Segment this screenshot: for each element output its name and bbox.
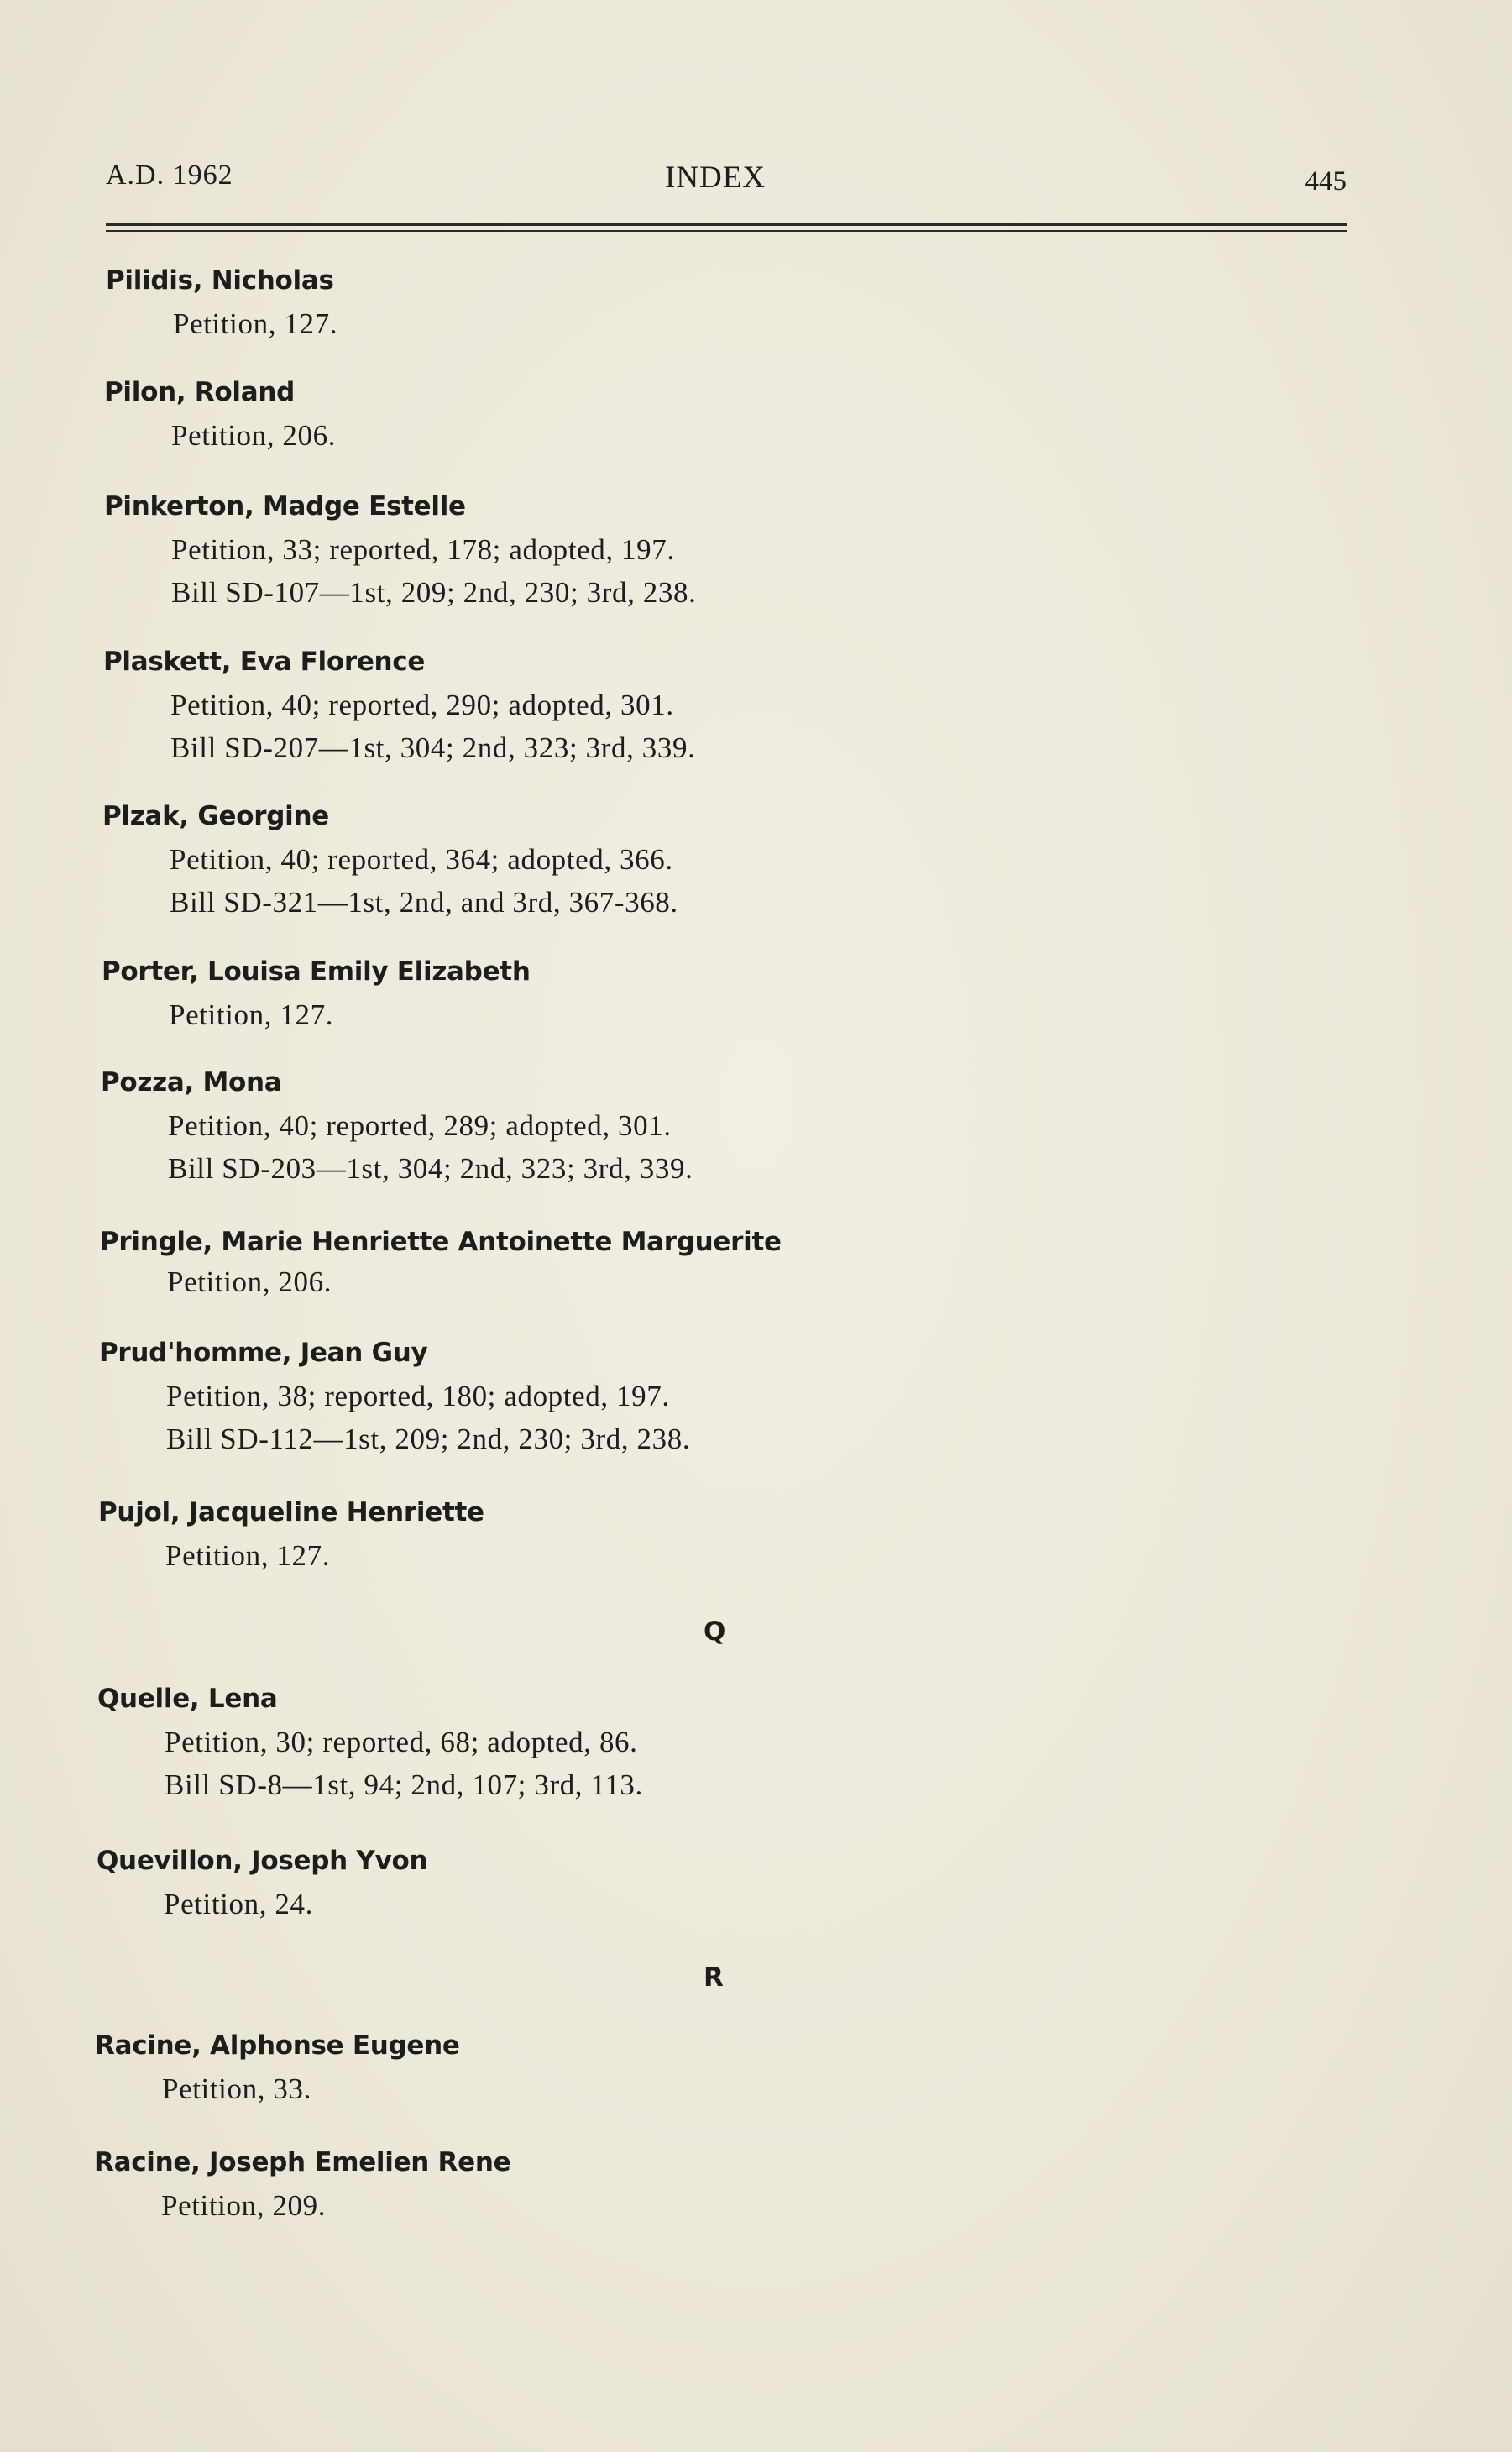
index-entry	[94, 2147, 1185, 2227]
entry-name: Porter, Louisa Emily Elizabeth	[102, 956, 531, 987]
index-entry	[97, 1684, 1189, 1806]
entry-name: Pilon, Roland	[104, 377, 295, 407]
section-letter-q: Q	[704, 1616, 726, 1647]
entry-line: Petition, 40; reported, 289; adopted, 301.	[168, 1109, 672, 1142]
entry-line: Petition, 127.	[169, 998, 334, 1031]
index-entry	[102, 801, 1194, 924]
index-entry	[104, 377, 1195, 457]
entry-line: Petition, 24.	[164, 1888, 313, 1920]
entry-name: Pozza, Mona	[101, 1067, 282, 1098]
header-year: A.D. 1962	[106, 160, 233, 191]
entry-name: Plzak, Georgine	[102, 801, 329, 831]
entry-name: Pinkerton, Madge Estelle	[104, 491, 466, 521]
entry-line: Petition, 40; reported, 290; adopted, 301.	[170, 689, 674, 721]
section-letter-r: R	[704, 1962, 724, 1993]
entry-line: Petition, 206.	[167, 1265, 332, 1298]
index-entry	[102, 956, 1193, 1036]
entry-line: Petition, 209.	[161, 2189, 327, 2222]
entry-line: Petition, 127.	[165, 1539, 331, 1572]
entry-line: Bill SD-112—1st, 209; 2nd, 230; 3rd, 238.	[166, 1422, 691, 1455]
entry-line: Petition, 38; reported, 180; adopted, 197.	[166, 1380, 670, 1412]
index-entry	[106, 265, 1197, 345]
entry-line: Petition, 33; reported, 178; adopted, 197.	[171, 533, 675, 566]
index-entry	[98, 1497, 1190, 1577]
entry-name: Quevillon, Joseph Yvon	[97, 1846, 428, 1876]
header-rule-double	[106, 230, 1347, 232]
index-entry	[97, 1846, 1188, 1925]
index-entry	[100, 1227, 1191, 1303]
entry-line: Bill SD-203—1st, 304; 2nd, 323; 3rd, 339.	[168, 1152, 693, 1185]
index-entry	[103, 647, 1195, 769]
entry-name: Prud'homme, Jean Guy	[99, 1338, 428, 1368]
index-entry	[99, 1338, 1190, 1460]
entry-line: Bill SD-207—1st, 304; 2nd, 323; 3rd, 339.	[170, 731, 696, 764]
entry-line: Petition, 40; reported, 364; adopted, 366.	[170, 843, 673, 876]
entry-line: Bill SD-107—1st, 209; 2nd, 230; 3rd, 238.	[171, 576, 697, 609]
entry-line: Petition, 127.	[173, 307, 338, 340]
entry-name: Pujol, Jacqueline Henriette	[98, 1497, 484, 1527]
header-title: INDEX	[665, 160, 766, 195]
entry-name: Plaskett, Eva Florence	[103, 647, 426, 677]
index-entry	[104, 491, 1195, 614]
index-entry	[101, 1067, 1192, 1190]
entry-line: Petition, 30; reported, 68; adopted, 86.	[165, 1726, 638, 1758]
entry-name: Racine, Alphonse Eugene	[95, 2030, 460, 2061]
entry-line: Petition, 206.	[171, 419, 337, 452]
page-number: 445	[1305, 166, 1347, 196]
entry-name: Racine, Joseph Emelien Rene	[94, 2147, 511, 2177]
header-rule	[106, 223, 1347, 226]
entry-line: Bill SD-321—1st, 2nd, and 3rd, 367-368.	[170, 886, 678, 919]
index-entry	[95, 2030, 1186, 2110]
entry-name: Quelle, Lena	[97, 1684, 278, 1714]
page-header	[106, 160, 1347, 202]
entry-name: Pringle, Marie Henriette Antoinette Marguerite	[100, 1227, 782, 1257]
entry-line: Bill SD-8—1st, 94; 2nd, 107; 3rd, 113.	[165, 1768, 643, 1801]
entry-line: Petition, 33.	[162, 2072, 311, 2105]
entry-name: Pilidis, Nicholas	[106, 265, 334, 296]
